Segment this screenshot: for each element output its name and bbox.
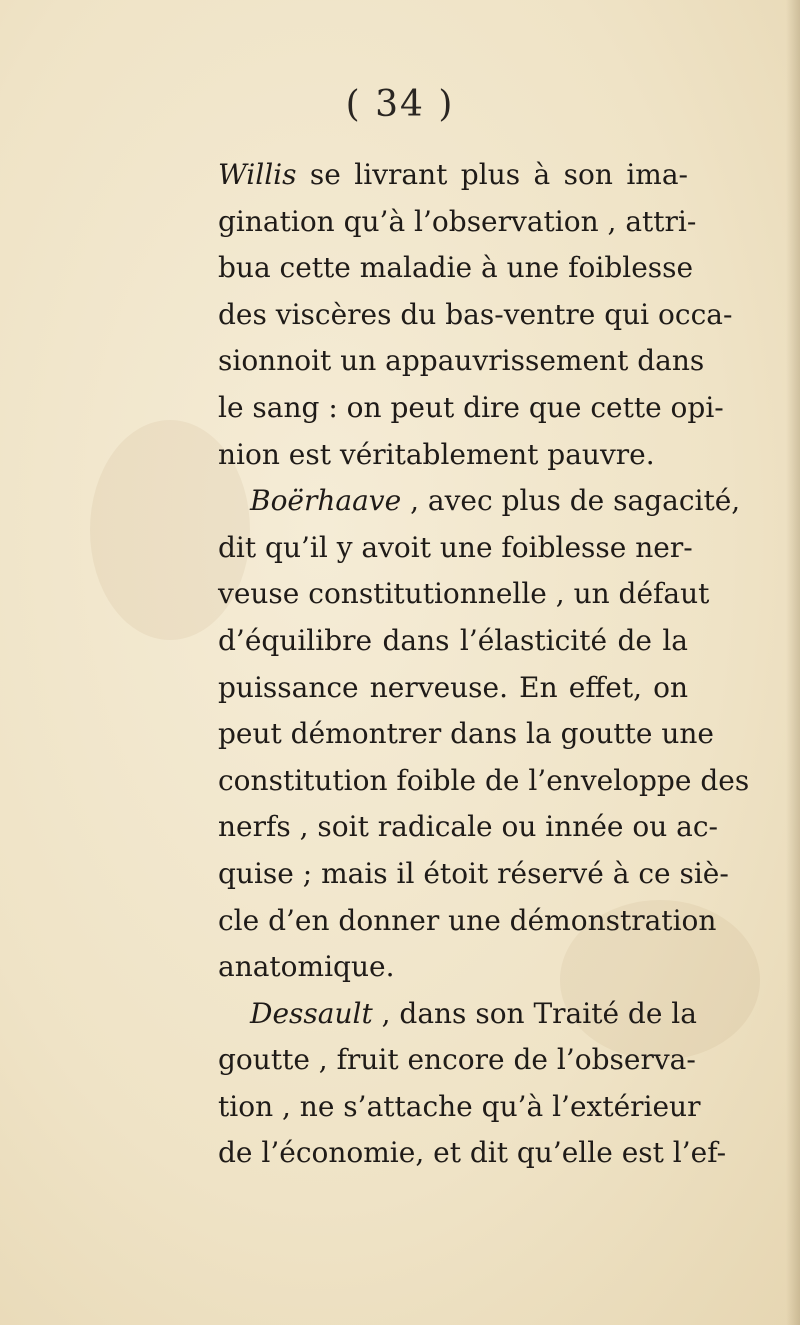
text-line: Boërhaave , avec plus de sagacité,: [250, 484, 741, 518]
text-line: sionnoit un appauvrissement dans: [218, 344, 705, 378]
author-name: Dessault: [250, 996, 373, 1030]
paragraph-boerhaave: [218, 478, 750, 991]
text-line: des viscères du bas-ventre qui occa-: [218, 297, 733, 331]
text-line: d’équilibre dans l’élasticité de la: [218, 623, 688, 657]
text-line: de l’économie, et dit qu’elle est l’ef-: [218, 1136, 727, 1170]
text-line: quise ; mais il étoit réservé à ce siè-: [218, 856, 729, 890]
text-line: goutte , fruit encore de l’observa-: [218, 1043, 696, 1077]
text-line: veuse constitutionnelle , un défaut: [218, 577, 710, 611]
text-line: Willis se livrant plus à son ima-: [218, 158, 688, 191]
author-name: Willis: [218, 158, 297, 191]
paragraph-dessault: [218, 991, 727, 1177]
text-line: constitution foible de l’enveloppe des: [218, 763, 750, 797]
text-line: cle d’en donner une démonstration: [218, 903, 717, 937]
paragraph-willis: [218, 152, 733, 478]
text-line: nion est véritablement pauvre.: [218, 437, 655, 471]
text-line: nerfs , soit radicale ou innée ou ac-: [218, 810, 718, 844]
text-line: Dessault , dans son Traité de la: [250, 996, 697, 1030]
text-line: gination qu’à l’observation , attri-: [218, 204, 697, 238]
text-line: puissance nerveuse. En effet, on: [218, 670, 688, 704]
page-number: ( 34 ): [345, 84, 455, 125]
page-edge-shadow: [786, 0, 800, 1325]
text-line: le sang : on peut dire que cette opi-: [218, 390, 724, 424]
text-line: dit qu’il y avoit une foiblesse ner-: [218, 530, 693, 564]
author-name: Boërhaave: [250, 484, 402, 518]
text-line: peut démontrer dans la goutte une: [218, 717, 715, 751]
text-line: tion , ne s’attache qu’à l’extérieur: [218, 1089, 701, 1123]
text-line: bua cette maladie à une foiblesse: [218, 251, 694, 285]
body-text: [218, 152, 750, 1177]
text-line: anatomique.: [218, 950, 395, 984]
